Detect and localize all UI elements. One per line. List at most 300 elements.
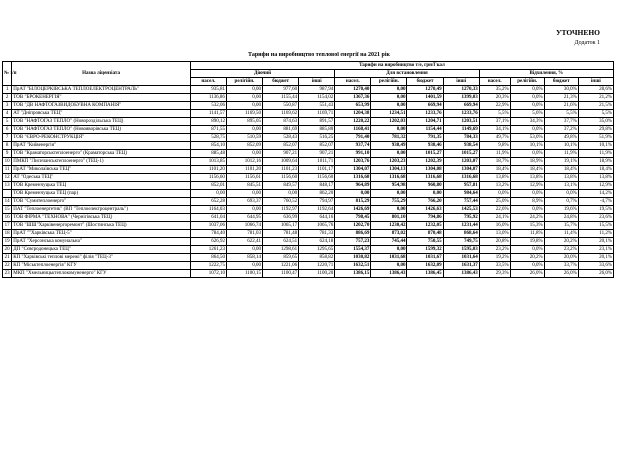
- proposed-population-cell: 1632,51: [335, 262, 371, 270]
- current-other-cell: 848,17: [299, 182, 335, 190]
- licensee-name: АТ "Дніпровська ТЕЦ": [12, 110, 191, 118]
- row-number: 3: [3, 102, 12, 110]
- deviation-population-cell: 13,0%: [479, 230, 510, 238]
- proposed-budget-cell: 1426,63: [407, 206, 443, 214]
- proposed-religious-cell: 1031,68: [371, 254, 407, 262]
- current-population-cell: 935,81: [190, 86, 226, 94]
- deviation-population-cell: 25,0%: [479, 198, 510, 206]
- proposed-religious-cell: 1230,42: [371, 222, 407, 230]
- table-row: [3, 174, 614, 182]
- table-row: [3, 214, 614, 222]
- proposed-population-cell: 1203,76: [335, 158, 371, 166]
- proposed-other-cell: 1425,53: [443, 206, 479, 214]
- current-budget-cell: 1100,47: [263, 270, 299, 278]
- current-religious-cell: 852,09: [226, 142, 262, 150]
- current-other-cell: 781,33: [299, 230, 335, 238]
- licensee-name: ТОВ "НАФТОГАЗ ТЕПЛО" (Новояворівська ТЕЦ): [12, 126, 191, 134]
- licensee-name: ТОВ ФІРМА "ТЕХНОВА" (Чернігівська ТЕЦ): [12, 214, 191, 222]
- sub-population: насел.: [335, 78, 371, 86]
- current-budget-cell: 1155,44: [263, 94, 299, 102]
- deviation-budget-cell: 0,7%: [544, 198, 578, 206]
- deviation-religious-cell: 18,4%: [510, 166, 544, 174]
- deviation-population-cell: 20,8%: [479, 238, 510, 246]
- current-budget-cell: 550,87: [263, 102, 299, 110]
- current-budget-cell: 874,63: [263, 118, 299, 126]
- deviation-population-cell: 22,9%: [479, 102, 510, 110]
- proposed-other-cell: 1399,03: [443, 94, 479, 102]
- proposed-budget-cell: 1599,32: [407, 246, 443, 254]
- current-other-cell: 1295,65: [299, 246, 335, 254]
- deviation-other-cell: 11,2%: [578, 230, 613, 238]
- current-other-cell: 885,80: [299, 126, 335, 134]
- proposed-population-cell: 1204,38: [335, 110, 371, 118]
- current-budget-cell: 528,43: [263, 134, 299, 142]
- header-deviation: Відхилення, %: [479, 70, 613, 78]
- row-number: 15: [3, 206, 12, 214]
- proposed-population-cell: 1030,82: [335, 254, 371, 262]
- deviation-other-cell: -4,7%: [578, 198, 613, 206]
- current-religious-cell: 0,00: [226, 126, 262, 134]
- current-population-cell: 864,50: [190, 254, 226, 262]
- table-row: [3, 158, 614, 166]
- table-row: [3, 118, 614, 126]
- licensee-name: КП "Міськтеплоенергія" КГУ: [12, 262, 191, 270]
- licensee-name: ПрАТ "Миколаївська ТЕЦ": [12, 166, 191, 174]
- current-religious-cell: 1012,16: [226, 158, 262, 166]
- proposed-budget-cell: 791,35: [407, 134, 443, 142]
- deviation-population-cell: 37,1%: [479, 118, 510, 126]
- deviation-other-cell: 18,9%: [578, 158, 613, 166]
- deviation-religious-cell: 20,2%: [510, 254, 544, 262]
- deviation-population-cell: 11,9%: [479, 150, 510, 158]
- licensee-name: КП "Харківські теплові мережі" філія "ТЕЦ-3": [12, 254, 191, 262]
- deviation-religious-cell: 0,0%: [510, 262, 544, 270]
- licensee-name: ТОВ "НАФТОГАЗ ТЕПЛО" (Новороздільська ТЕЦ): [12, 118, 191, 126]
- row-number: [3, 190, 12, 198]
- deviation-population-cell: 22,6%: [479, 206, 510, 214]
- deviation-budget-cell: 26,0%: [544, 270, 578, 278]
- row-number: 14: [3, 198, 12, 206]
- table-row: [3, 206, 614, 214]
- proposed-other-cell: 1231,44: [443, 222, 479, 230]
- deviation-population-cell: 9,8%: [479, 142, 510, 150]
- current-religious-cell: 0,00: [226, 262, 262, 270]
- row-number: 19: [3, 238, 12, 246]
- table-row: [3, 86, 614, 94]
- row-number: 1: [3, 86, 12, 94]
- table-row: [3, 190, 614, 198]
- tariff-table: [2, 61, 614, 278]
- proposed-population-cell: 815,29: [335, 198, 371, 206]
- table-row: [3, 134, 614, 142]
- proposed-population-cell: 1316,68: [335, 174, 371, 182]
- table-row: [3, 198, 614, 206]
- deviation-population-cell: 19,2%: [479, 254, 510, 262]
- proposed-other-cell: 1031,64: [443, 254, 479, 262]
- proposed-religious-cell: 1386,43: [371, 270, 407, 278]
- current-other-cell: 852,07: [299, 142, 335, 150]
- proposed-population-cell: 757,23: [335, 238, 371, 246]
- licensee-name: ТОВ "Краматорськтеплоенерго" (Краматорська ТЕЦ): [12, 150, 191, 158]
- row-number: 12: [3, 174, 12, 182]
- current-budget-cell: 1298,61: [263, 246, 299, 254]
- deviation-other-cell: 13,8%: [578, 174, 613, 182]
- row-number: 13: [3, 182, 12, 190]
- current-other-cell: 862,20: [299, 190, 335, 198]
- licensee-name: ТОВ "БРОКЕНЕРГІЯ": [12, 94, 191, 102]
- table-body: [3, 86, 614, 278]
- proposed-religious-cell: 1316,68: [371, 174, 407, 182]
- proposed-other-cell: 1203,07: [443, 158, 479, 166]
- sub-budget: бюджет: [544, 78, 578, 86]
- deviation-other-cell: 23,1%: [578, 246, 613, 254]
- proposed-population-cell: 937,74: [335, 142, 371, 150]
- deviation-other-cell: 12,9%: [578, 182, 613, 190]
- deviation-other-cell: 35,0%: [578, 118, 613, 126]
- deviation-religious-cell: 5,6%: [510, 110, 544, 118]
- proposed-religious-cell: 873,02: [371, 230, 407, 238]
- table-row: [3, 238, 614, 246]
- deviation-other-cell: 21,2%: [578, 94, 613, 102]
- current-religious-cell: 895,05: [226, 118, 262, 126]
- deviation-population-cell: 0,0%: [479, 190, 510, 198]
- proposed-religious-cell: 0,00: [371, 190, 407, 198]
- deviation-religious-cell: 12,9%: [510, 182, 544, 190]
- proposed-other-cell: 984,64: [443, 190, 479, 198]
- document-title: Тарифи на виробництво теплової енергії на 2021 рік: [247, 52, 390, 58]
- current-other-cell: 1220,71: [299, 262, 335, 270]
- current-budget-cell: 977,60: [263, 86, 299, 94]
- proposed-budget-cell: 1204,71: [407, 118, 443, 126]
- current-other-cell: 987,94: [299, 86, 335, 94]
- proposed-religious-cell: 745,44: [371, 238, 407, 246]
- table-row: [3, 94, 614, 102]
- deviation-religious-cell: 0,0%: [510, 190, 544, 198]
- current-religious-cell: 1169,50: [226, 110, 262, 118]
- deviation-budget-cell: 13,8%: [544, 174, 578, 182]
- proposed-population-cell: 1168,41: [335, 126, 371, 134]
- deviation-budget-cell: 37,7%: [544, 118, 578, 126]
- proposed-population-cell: 653,99: [335, 102, 371, 110]
- current-population-cell: 1222,75: [190, 262, 226, 270]
- deviation-religious-cell: 53,0%: [510, 134, 544, 142]
- deviation-religious-cell: 0,0%: [510, 126, 544, 134]
- deviation-budget-cell: 21,6%: [544, 102, 578, 110]
- licensee-name: ПАТ "Теплоенергетик" (ВП "Теплоелектроцентраль"): [12, 206, 191, 214]
- status-stamp: УТОЧНЕНО: [555, 28, 600, 37]
- current-budget-cell: 1065,17: [263, 222, 299, 230]
- deviation-budget-cell: 24,8%: [544, 214, 578, 222]
- current-budget-cell: 760,52: [263, 198, 299, 206]
- deviation-religious-cell: 34,3%: [510, 118, 544, 126]
- deviation-budget-cell: 5,5%: [544, 110, 578, 118]
- row-number: 10: [3, 158, 12, 166]
- deviation-other-cell: 11,9%: [578, 150, 613, 158]
- sub-other: інші: [299, 78, 335, 86]
- proposed-other-cell: 1595,03: [443, 246, 479, 254]
- sub-other: інші: [578, 78, 613, 86]
- proposed-population-cell: 1426,69: [335, 206, 371, 214]
- deviation-population-cell: 16,0%: [479, 222, 510, 230]
- licensee-name: ПрАТ "БІЛОЦЕРКІВСЬКА ТЕПЛОЕЛЕКТРОЦЕНТРАЛЬ": [12, 86, 191, 94]
- proposed-population-cell: 964,89: [335, 182, 371, 190]
- deviation-budget-cell: 20,0%: [544, 254, 578, 262]
- deviation-other-cell: 20,1%: [578, 254, 613, 262]
- sub-other: інші: [443, 78, 479, 86]
- deviation-budget-cell: 49,8%: [544, 134, 578, 142]
- deviation-other-cell: 33,6%: [578, 262, 613, 270]
- current-budget-cell: 781,48: [263, 230, 299, 238]
- table-row: [3, 254, 614, 262]
- deviation-budget-cell: 19,1%: [544, 158, 578, 166]
- proposed-budget-cell: 1154,44: [407, 126, 443, 134]
- deviation-population-cell: 29,3%: [479, 270, 510, 278]
- row-number: 18: [3, 230, 12, 238]
- header-current: Діючий: [190, 70, 334, 78]
- table-row: [3, 222, 614, 230]
- row-number: 5: [3, 118, 12, 126]
- deviation-population-cell: 18,4%: [479, 166, 510, 174]
- current-budget-cell: 1221,06: [263, 262, 299, 270]
- current-other-cell: 1065,76: [299, 222, 335, 230]
- current-religious-cell: 644,95: [226, 214, 262, 222]
- deviation-population-cell: 5,5%: [479, 110, 510, 118]
- current-population-cell: 626,92: [190, 238, 226, 246]
- deviation-budget-cell: 30,0%: [544, 86, 578, 94]
- table-row: [3, 182, 614, 190]
- proposed-other-cell: 669,94: [443, 102, 479, 110]
- proposed-other-cell: 1304,07: [443, 166, 479, 174]
- table-row: [3, 270, 614, 278]
- deviation-budget-cell: 11,4%: [544, 230, 578, 238]
- proposed-religious-cell: 954,98: [371, 182, 407, 190]
- deviation-population-cell: 34,1%: [479, 126, 510, 134]
- proposed-religious-cell: 1203,23: [371, 158, 407, 166]
- proposed-religious-cell: 0,00: [371, 150, 407, 158]
- current-population-cell: 890,12: [190, 118, 226, 126]
- deviation-religious-cell: 0,0%: [510, 246, 544, 254]
- deviation-budget-cell: 18,4%: [544, 166, 578, 174]
- current-population-cell: 1037,06: [190, 222, 226, 230]
- proposed-budget-cell: 0,00: [407, 190, 443, 198]
- deviation-budget-cell: 37,2%: [544, 126, 578, 134]
- current-population-cell: 852,01: [190, 182, 226, 190]
- deviation-population-cell: 13,8%: [479, 174, 510, 182]
- proposed-other-cell: 749,75: [443, 238, 479, 246]
- current-other-cell: 1169,71: [299, 110, 335, 118]
- table-row: [3, 246, 614, 254]
- header-tariff-group: Тарифи на виробництво т/е, грн/Гкал: [190, 62, 613, 70]
- proposed-other-cell: 868,64: [443, 230, 479, 238]
- proposed-religious-cell: 0,00: [371, 246, 407, 254]
- deviation-religious-cell: 0,0%: [510, 94, 544, 102]
- current-religious-cell: 0,00: [226, 206, 262, 214]
- deviation-other-cell: 5,5%: [578, 110, 613, 118]
- table-row: [3, 230, 614, 238]
- licensee-name: ПМКП "Лисичанськтеплоенерго" (ТЕЦ-1): [12, 158, 191, 166]
- proposed-population-cell: 798,45: [335, 214, 371, 222]
- proposed-population-cell: 1386,15: [335, 270, 371, 278]
- licensee-name: ТОВ "ШШ"Харківенергоремонт" (Шостинська ТЕЦ): [12, 222, 191, 230]
- deviation-population-cell: 18,7%: [479, 158, 510, 166]
- current-religious-cell: 1100,15: [226, 270, 262, 278]
- current-other-cell: 891,57: [299, 118, 335, 126]
- proposed-budget-cell: 938,46: [407, 142, 443, 150]
- current-budget-cell: 852,07: [263, 142, 299, 150]
- deviation-budget-cell: 23,2%: [544, 246, 578, 254]
- current-budget-cell: 0,00: [263, 190, 299, 198]
- deviation-budget-cell: 10,1%: [544, 142, 578, 150]
- proposed-population-cell: 791,40: [335, 134, 371, 142]
- current-religious-cell: 0,00: [226, 190, 262, 198]
- deviation-budget-cell: 19,6%: [544, 206, 578, 214]
- licensee-name: ТОВ "ЄВРО-РЕКОНСТРУКЦІЯ": [12, 134, 191, 142]
- proposed-population-cell: 1220,22: [335, 118, 371, 126]
- proposed-budget-cell: 1202,39: [407, 158, 443, 166]
- proposed-religious-cell: 801,10: [371, 214, 407, 222]
- proposed-other-cell: 1203,51: [443, 118, 479, 126]
- deviation-other-cell: 14,2%: [578, 190, 613, 198]
- current-religious-cell: 0,00: [226, 94, 262, 102]
- proposed-budget-cell: 750,55: [407, 238, 443, 246]
- current-religious-cell: 0,00: [226, 86, 262, 94]
- proposed-budget-cell: 1232,05: [407, 222, 443, 230]
- current-religious-cell: 0,00: [226, 102, 262, 110]
- current-religious-cell: 1156,61: [226, 174, 262, 182]
- licensee-name: ПрАТ ""Харківська ТЕЦ-5": [12, 230, 191, 238]
- proposed-budget-cell: 1270,49: [407, 86, 443, 94]
- table-row: [3, 102, 614, 110]
- current-budget-cell: 1156,60: [263, 174, 299, 182]
- deviation-other-cell: 15,5%: [578, 222, 613, 230]
- current-budget-cell: 1009,64: [263, 158, 299, 166]
- proposed-religious-cell: 938,49: [371, 142, 407, 150]
- deviation-budget-cell: 0,0%: [544, 190, 578, 198]
- sub-budget: бюджет: [407, 78, 443, 86]
- current-population-cell: 1156,60: [190, 174, 226, 182]
- proposed-other-cell: 957,81: [443, 182, 479, 190]
- proposed-religious-cell: 0,00: [371, 126, 407, 134]
- proposed-religious-cell: 0,00: [371, 86, 407, 94]
- deviation-religious-cell: 19,8%: [510, 238, 544, 246]
- proposed-budget-cell: 766,20: [407, 198, 443, 206]
- current-population-cell: 1164,03: [190, 206, 226, 214]
- row-number: 23: [3, 270, 12, 278]
- proposed-religious-cell: 0,00: [371, 102, 407, 110]
- proposed-other-cell: 795,92: [443, 214, 479, 222]
- current-population-cell: 871,55: [190, 126, 226, 134]
- sub-budget: бюджет: [263, 78, 299, 86]
- current-budget-cell: 849,57: [263, 182, 299, 190]
- current-religious-cell: 858,14: [226, 254, 262, 262]
- deviation-religious-cell: 13,8%: [510, 174, 544, 182]
- deviation-other-cell: 19,5%: [578, 206, 613, 214]
- deviation-population-cell: 13,2%: [479, 182, 510, 190]
- row-number: 7: [3, 134, 12, 142]
- deviation-budget-cell: 11,9%: [544, 150, 578, 158]
- deviation-religious-cell: 11,8%: [510, 230, 544, 238]
- proposed-population-cell: 1554,37: [335, 246, 371, 254]
- proposed-budget-cell: 1401,59: [407, 94, 443, 102]
- proposed-population-cell: 1367,36: [335, 94, 371, 102]
- current-religious-cell: 781,03: [226, 230, 262, 238]
- deviation-religious-cell: 18,9%: [510, 158, 544, 166]
- current-budget-cell: 859,65: [263, 254, 299, 262]
- current-other-cell: 551,43: [299, 102, 335, 110]
- proposed-budget-cell: 1386,45: [407, 270, 443, 278]
- current-population-cell: 1072,10: [190, 270, 226, 278]
- current-other-cell: 516,25: [299, 134, 335, 142]
- proposed-religious-cell: 755,29: [371, 198, 407, 206]
- proposed-population-cell: 0,00: [335, 190, 371, 198]
- current-other-cell: 1156,60: [299, 174, 335, 182]
- proposed-other-cell: 1149,69: [443, 126, 479, 134]
- sub-religious: релігійн.: [226, 78, 262, 86]
- current-population-cell: 1141,57: [190, 110, 226, 118]
- deviation-budget-cell: 20,2%: [544, 238, 578, 246]
- row-number: 20: [3, 246, 12, 254]
- proposed-other-cell: 1386,43: [443, 270, 479, 278]
- proposed-budget-cell: 669,94: [407, 102, 443, 110]
- deviation-other-cell: 10,1%: [578, 142, 613, 150]
- deviation-budget-cell: 33,7%: [544, 262, 578, 270]
- current-population-cell: 641,04: [190, 214, 226, 222]
- sub-population: насел.: [190, 78, 226, 86]
- deviation-other-cell: 29,8%: [578, 126, 613, 134]
- table-row: [3, 126, 614, 134]
- current-religious-cell: 510,59: [226, 134, 262, 142]
- deviation-other-cell: 18,4%: [578, 166, 613, 174]
- current-other-cell: 1101,17: [299, 166, 335, 174]
- current-population-cell: 0,00: [190, 190, 226, 198]
- deviation-budget-cell: 21,3%: [544, 94, 578, 102]
- current-other-cell: 907,21: [299, 150, 335, 158]
- current-religious-cell: 622,41: [226, 238, 262, 246]
- table-row: [3, 150, 614, 158]
- deviation-religious-cell: 15,3%: [510, 222, 544, 230]
- proposed-population-cell: 1304,07: [335, 166, 371, 174]
- deviation-population-cell: 20,3%: [479, 94, 510, 102]
- proposed-budget-cell: 1233,76: [407, 110, 443, 118]
- sub-religious: релігійн.: [510, 78, 544, 86]
- deviation-religious-cell: 0,0%: [510, 86, 544, 94]
- current-budget-cell: 1169,62: [263, 110, 299, 118]
- current-religious-cell: 1066,74: [226, 222, 262, 230]
- licensee-name: ПрАТ "Херсонська комунальна": [12, 238, 191, 246]
- current-other-cell: 624,18: [299, 238, 335, 246]
- proposed-population-cell: 1202,70: [335, 222, 371, 230]
- table-row: [3, 166, 614, 174]
- header-number: № з/п: [3, 62, 12, 86]
- deviation-population-cell: 24,1%: [479, 214, 510, 222]
- current-budget-cell: 624,51: [263, 238, 299, 246]
- deviation-religious-cell: 10,1%: [510, 142, 544, 150]
- current-population-cell: 1101,20: [190, 166, 226, 174]
- proposed-population-cell: 991,10: [335, 150, 371, 158]
- current-budget-cell: 907,21: [263, 150, 299, 158]
- deviation-religious-cell: 24,2%: [510, 214, 544, 222]
- current-budget-cell: 1101,23: [263, 166, 299, 174]
- proposed-budget-cell: 794,86: [407, 214, 443, 222]
- current-population-cell: 652,28: [190, 198, 226, 206]
- row-number: 2: [3, 94, 12, 102]
- proposed-budget-cell: 1316,68: [407, 174, 443, 182]
- deviation-religious-cell: 8,9%: [510, 198, 544, 206]
- sub-religious: релігійн.: [371, 78, 407, 86]
- current-other-cell: 1100,20: [299, 270, 335, 278]
- current-population-cell: 1013,85: [190, 158, 226, 166]
- header-proposed: Для встановлення: [335, 70, 479, 78]
